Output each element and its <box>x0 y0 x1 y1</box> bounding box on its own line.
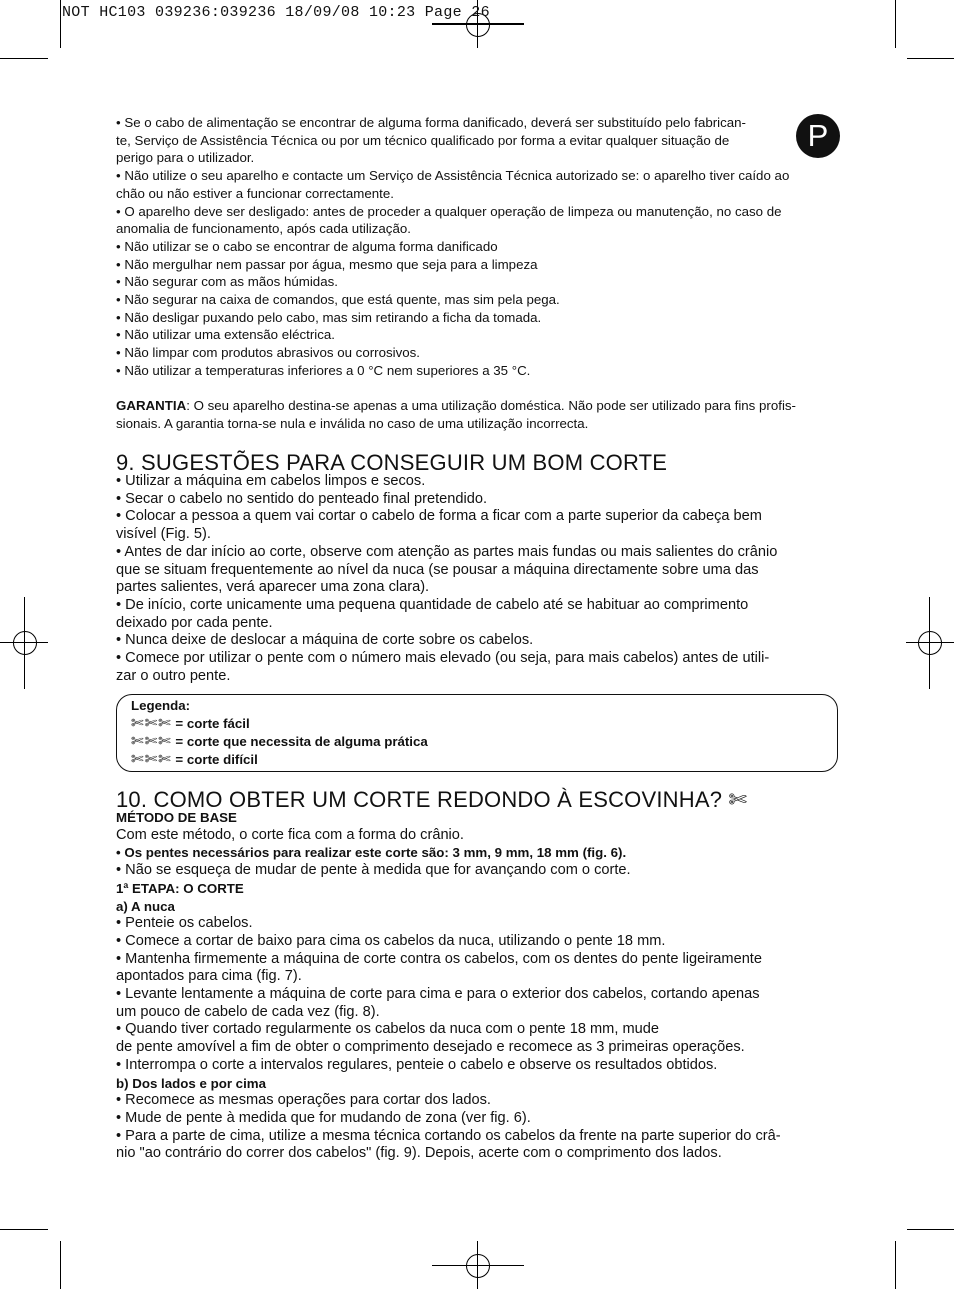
safety-line: • Não desligar puxando pelo cabo, mas sim retirando a ficha da tomada. <box>116 309 542 325</box>
tip-line: • Utilizar a máquina em cabelos limpos e secos. <box>116 473 426 489</box>
nape-title: a) A nuca <box>116 898 175 914</box>
instruction-line: • Interrompa o corte a intervalos regulares, penteie o cabelo e observe os resultados obtidos. <box>116 1056 718 1073</box>
instruction-line: • Comece a cortar de baixo para cima os cabelos da nuca, utilizando o pente 18 mm. <box>116 932 666 949</box>
safety-line: • O aparelho deve ser desligado: antes de proceder a qualquer operação de limpeza ou manutenção, no caso de <box>116 203 782 219</box>
instruction-line: de pente amovível a fim de obter o comprimento desejado e recomece as 3 primeiras operações. <box>116 1039 745 1056</box>
tip-line: visível (Fig. 5). <box>116 526 211 543</box>
instruction-line: • Penteie os cabelos. <box>116 915 253 932</box>
legend-row-easy: ✄✄✄ = corte fácil <box>131 715 250 732</box>
method-title: MÉTODO DE BASE <box>116 810 237 825</box>
legend-title: Legenda: <box>131 698 191 713</box>
safety-line: • Não segurar com as mãos húmidas. <box>116 274 338 290</box>
instruction-line: • Para a parte de cima, utilize a mesma técnica cortando os cabelos da frente na parte superior do crâ- <box>116 1127 781 1144</box>
scissors-icon: ✄✄✄ <box>131 751 172 768</box>
combs-text: • Os pentes necessários para realizar este corte são: 3 mm, 9 mm, 18 mm (fig. 6). <box>116 845 627 861</box>
tip-line: • Secar o cabelo no sentido do penteado final pretendido. <box>116 490 488 507</box>
safety-line: te, Serviço de Assistência Técnica ou por um técnico qualificado por forma a evitar qualquer situação de <box>116 132 730 148</box>
safety-line: • Não mergulhar nem passar por água, mesmo que seja para a limpeza <box>116 256 538 272</box>
legend-row-difficult: ✄✄✄ = corte difícil <box>131 751 258 768</box>
tip-line: que se situam frequentemente ao nível da nuca (se pousar a máquina directamente sobre uma das <box>116 561 759 578</box>
tip-line: zar o outro pente. <box>116 667 231 684</box>
safety-line: • Não utilizar a temperaturas inferiores a 0 °C nem superiores a 35 °C. <box>116 362 531 378</box>
safety-line: chão ou não estiver a funcionar correctamente. <box>116 185 394 201</box>
instruction-line: • Quando tiver cortado regularmente os cabelos da nuca com o pente 18 mm, mude <box>116 1021 659 1038</box>
guarantee-paragraph <box>116 397 838 432</box>
section-9-list <box>116 473 838 685</box>
language-badge: P <box>796 114 840 158</box>
instruction-line: • Mude de pente à medida que for mudando de zona (ver fig. 6). <box>116 1109 531 1126</box>
instruction-line: • Mantenha firmemente a máquina de corte contra os cabelos, com os dentes do pente ligeiramente <box>116 950 762 967</box>
safety-line: perigo para o utilizador. <box>116 150 255 166</box>
tip-line: partes salientes, verá aparecer uma zona clara). <box>116 579 430 596</box>
guarantee-label: GARANTIA <box>116 398 187 413</box>
crop-mark-top-left-h <box>0 58 48 59</box>
safety-list <box>116 114 836 380</box>
registration-mark-right <box>906 597 954 689</box>
crop-mark-bottom-right-v <box>895 1241 896 1289</box>
tip-line: • De início, corte unicamente uma pequena quantidade de cabelo até se habituar ao comprimento <box>116 596 749 613</box>
tip-line: • Colocar a pessoa a quem vai cortar o cabelo de forma a ficar com a parte superior da cabeça bem <box>116 508 762 525</box>
legend-row-practice: ✄✄✄ = corte que necessita de alguma prática <box>131 733 428 750</box>
tip-line: • Comece por utilizar o pente com o número mais elevado (ou seja, para mais cabelos) antes de utili- <box>116 650 770 667</box>
instruction-line: apontados para cima (fig. 7). <box>116 968 302 985</box>
tip-line: • Antes de dar início ao corte, observe com atenção as partes mais fundas ou mais salientes do crânio <box>116 543 778 560</box>
sides-top-title: b) Dos lados e por cima <box>116 1075 266 1091</box>
section-10-body <box>116 809 838 1163</box>
safety-line: • Não utilizar se o cabo se encontrar de alguma forma danificado <box>116 238 498 254</box>
guarantee-line: sionais. A garantia torna-se nula e inválida no caso de uma utilização incorrecta. <box>116 415 589 431</box>
safety-line: • Não utilize o seu aparelho e contacte um Serviço de Assistência Técnica autorizado se: o aparelho tiver caído ao <box>116 168 790 184</box>
crop-mark-bottom-right-h <box>907 1229 954 1230</box>
section-10-heading: 10. COMO OBTER UM CORTE REDONDO À ESCOVINHA? ✄ <box>116 787 748 812</box>
registration-mark-left <box>0 597 48 689</box>
safety-line: • Se o cabo de alimentação se encontrar de alguma forma danificado, deverá ser substituído pelo fabrican- <box>116 115 746 130</box>
instruction-line: • Levante lentamente a máquina de corte para cima e para o exterior dos cabelos, cortando apenas <box>116 986 760 1003</box>
crop-mark-top-right-h <box>907 58 954 59</box>
crop-mark-top-right-v <box>895 0 896 48</box>
scissors-icon: ✄✄✄ <box>131 715 172 732</box>
print-slug: NOT HC103 039236:039236 18/09/08 10:23 Page 26 <box>62 4 490 21</box>
scissors-icon: ✄✄✄ <box>131 733 172 750</box>
guarantee-line: GARANTIA: O seu aparelho destina-se apenas a uma utilização doméstica. Não pode ser utilizado para fins profis- <box>116 398 796 413</box>
section-9-heading: 9. SUGESTÕES PARA CONSEGUIR UM BOM CORTE <box>116 450 668 475</box>
safety-line: • Não limpar com produtos abrasivos ou corrosivos. <box>116 345 420 361</box>
step-1-title: 1ª ETAPA: O CORTE <box>116 880 244 896</box>
scissors-icon: ✄ <box>728 787 748 812</box>
change-text: • Não se esqueça de mudar de pente à medida que for avançando com o corte. <box>116 862 631 879</box>
safety-line: • Não segurar na caixa de comandos, que está quente, mas sim pela pega. <box>116 292 560 308</box>
instruction-line: um pouco de cabelo de cada vez (fig. 8). <box>116 1003 380 1020</box>
crop-mark-bottom-left-h <box>0 1229 48 1230</box>
print-slug-underline <box>432 23 524 24</box>
tip-line: • Nunca deixe de deslocar a máquina de corte sobre os cabelos. <box>116 632 534 649</box>
tip-line: deixado por cada pente. <box>116 614 273 631</box>
registration-mark-bottom <box>432 1241 524 1289</box>
safety-line: • Não utilizar uma extensão eléctrica. <box>116 327 335 343</box>
crop-mark-bottom-left-v <box>60 1241 61 1289</box>
legend-box <box>116 694 838 772</box>
crop-mark-top-left-v <box>60 0 61 48</box>
method-text: Com este método, o corte fica com a forma do crânio. <box>116 826 464 843</box>
instruction-line: nio "ao contrário do correr dos cabelos" (fig. 9). Depois, acerte com o comprimento dos lados. <box>116 1145 722 1162</box>
instruction-line: • Recomece as mesmas operações para cortar dos lados. <box>116 1092 491 1109</box>
safety-line: anomalia de funcionamento, após cada utilização. <box>116 221 411 237</box>
